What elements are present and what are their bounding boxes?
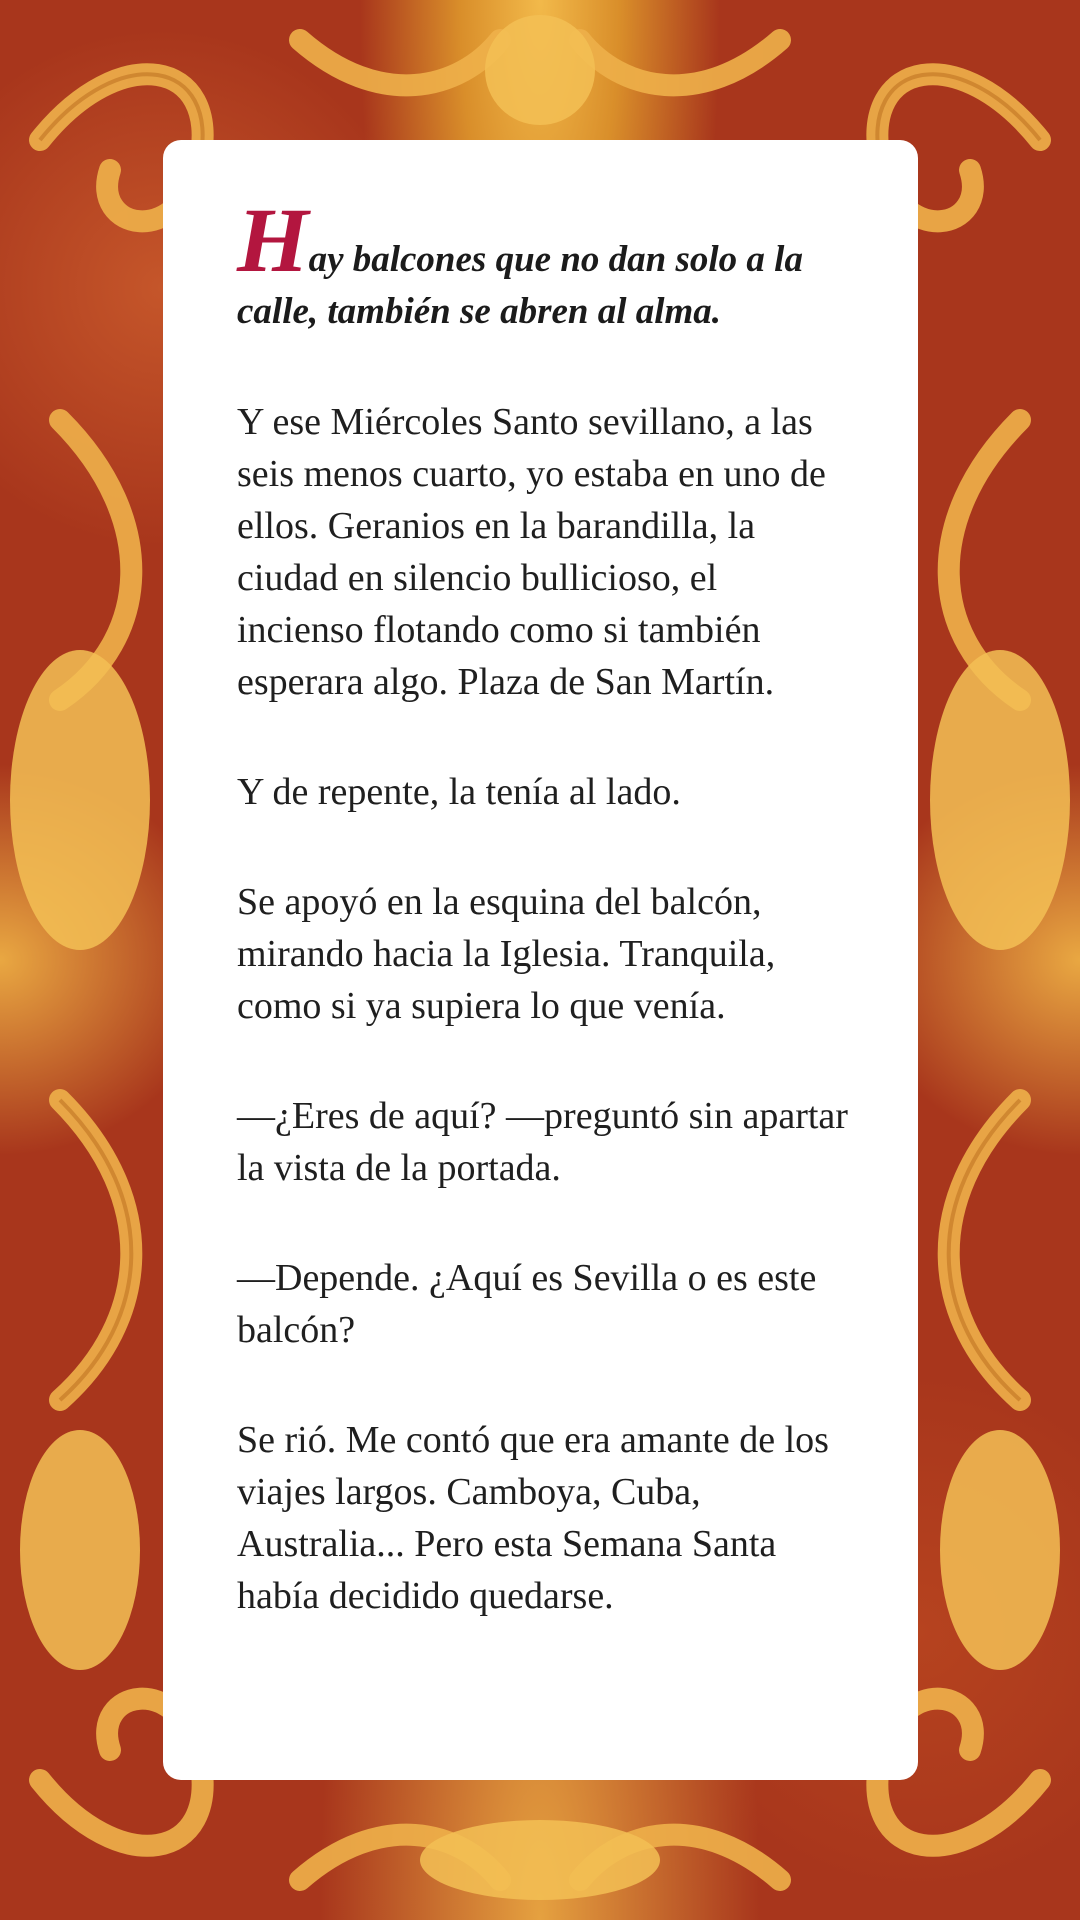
story-paragraph: Se apoyó en la esquina del balcón, mirando hacia la Iglesia. Tranquila, como si ya supiera lo que venía.	[237, 881, 776, 1027]
drop-cap: H	[237, 189, 309, 291]
story-paragraph: —¿Eres de aquí? —preguntó sin apartar la vista de la portada.	[237, 1095, 848, 1189]
story-paragraph: —Depende. ¿Aquí es Sevilla o es este balcón?	[237, 1257, 817, 1351]
lead-paragraph	[237, 189, 848, 338]
story-paragraph: Y de repente, la tenía al lado.	[237, 771, 681, 813]
story-paragraph: Y ese Miércoles Santo sevillano, a las seis menos cuarto, yo estaba en uno de ellos. Geranios en la barandilla, la ciudad en silencio bullicioso, el incienso flotando como si también esperara algo. Plaza de San Martín.	[237, 401, 826, 703]
lead-text: ay balcones que no dan solo a la calle, también se abren al alma.	[237, 239, 803, 332]
story-card	[163, 140, 918, 1780]
story-paragraph: Se rió. Me contó que era amante de los viajes largos. Camboya, Cuba, Australia... Pero esta Semana Santa había decidido quedarse.	[237, 1419, 829, 1617]
